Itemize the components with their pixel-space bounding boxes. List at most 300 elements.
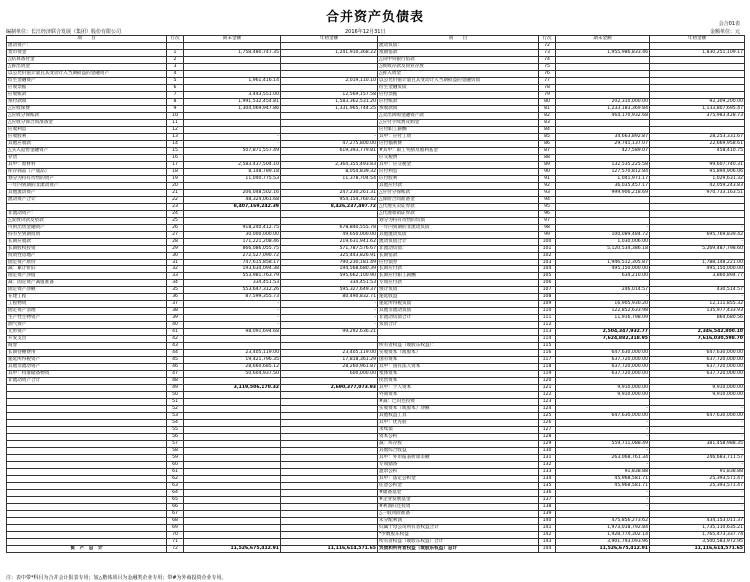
left-line-no: 21: [167, 189, 184, 196]
left-item: 非流动资产：: [7, 210, 167, 217]
right-item: 未分配利润: [378, 517, 539, 524]
right-end-amount: 29,741,137.07: [556, 140, 650, 147]
right-end-amount: 1,955,986,833.46: [556, 49, 650, 56]
left-item: 其他流动资产: [7, 189, 167, 196]
left-item: 无形资产: [7, 329, 167, 336]
left-begin-amount: [281, 378, 378, 385]
right-end-amount: 7,624,882,318.95: [556, 336, 650, 343]
table-row: [7, 105, 745, 112]
left-begin-amount: -: [281, 315, 378, 322]
left-line-no: 52: [167, 406, 184, 413]
left-item: 长期待摊费用: [7, 350, 167, 357]
right-end-amount: 427,589.07: [556, 147, 650, 154]
right-end-amount: -: [556, 224, 650, 231]
right-item: 长期应付款: [378, 266, 539, 273]
right-item: △一般风险准备: [378, 510, 539, 517]
left-end-amount: 11,526,675,412.91: [184, 545, 281, 552]
left-end-amount: 206,048,502.16: [184, 189, 281, 196]
right-item: 民营资本: [378, 378, 539, 385]
right-end-amount: 16,905,930.20: [556, 301, 650, 308]
left-line-no: 32: [167, 266, 184, 273]
left-end-amount: 334,451.53: [184, 280, 281, 287]
left-end-amount: [184, 427, 281, 434]
left-end-amount: 272,527,090.72: [184, 252, 281, 259]
left-begin-amount: 954,154,760.42: [281, 196, 378, 203]
right-begin-amount: 381,458,988.35: [650, 441, 745, 448]
right-item: #减：已归还投资: [378, 399, 539, 406]
left-begin-amount: -: [281, 322, 378, 329]
left-item: △应收分保账款: [7, 112, 167, 119]
right-line-no: 114: [539, 336, 556, 343]
right-begin-amount: 246,683,711.57: [650, 455, 745, 462]
header-left-item: 项 目: [7, 36, 167, 43]
right-item: 衍生金融负债: [378, 84, 539, 91]
left-item: [7, 420, 167, 427]
left-item: [7, 434, 167, 441]
left-end-amount: 11,040,775.53: [184, 175, 281, 182]
table-row: [7, 420, 745, 427]
left-end-amount: [184, 469, 281, 476]
right-item: 应付利息: [378, 168, 539, 175]
left-end-amount: [184, 476, 281, 483]
left-line-no: 4: [167, 70, 184, 77]
table-row: [7, 364, 745, 371]
left-begin-amount: [281, 84, 378, 91]
left-end-amount: 30,000,000.00: [184, 231, 281, 238]
left-item: [7, 483, 167, 490]
right-line-no: 130: [539, 448, 556, 455]
right-begin-amount: 647,630,000.00: [650, 413, 745, 420]
right-end-amount: 11,526,675,412.91: [556, 545, 650, 552]
right-end-amount: [556, 84, 650, 91]
table-row: [7, 161, 745, 168]
table-row: [7, 301, 745, 308]
right-begin-amount: [650, 119, 745, 126]
left-line-no: 59: [167, 455, 184, 462]
left-line-no: 24: [167, 210, 184, 217]
right-item: △向中央银行借款: [378, 56, 539, 63]
left-line-no: 14: [167, 140, 184, 147]
left-line-no: 20: [167, 182, 184, 189]
left-line-no: 23: [167, 203, 184, 210]
left-line-no: 12: [167, 126, 184, 133]
left-begin-amount: [281, 420, 378, 427]
table-row: [7, 42, 745, 49]
left-item: 固定资产清理: [7, 308, 167, 315]
right-line-no: 95: [539, 203, 556, 210]
left-end-amount: [184, 84, 281, 91]
left-line-no: 50: [167, 392, 184, 399]
table-row: [7, 196, 745, 203]
left-item: [7, 441, 167, 448]
left-begin-amount: 1,331,965,744.25: [281, 105, 378, 112]
left-begin-amount: 11,116,614,571.65: [281, 545, 378, 552]
left-begin-amount: [281, 476, 378, 483]
right-line-no: 75: [539, 63, 556, 70]
right-item: 永续债: [378, 427, 539, 434]
left-line-no: 30: [167, 252, 184, 259]
right-begin-amount: [650, 510, 745, 517]
right-end-amount: -: [556, 434, 650, 441]
left-end-amount: 1,961,416.14: [184, 77, 281, 84]
right-begin-amount: 1,788,148,221.00: [650, 259, 745, 266]
right-line-no: 109: [539, 301, 556, 308]
left-item: 库存商品（产成品）: [7, 168, 167, 175]
right-line-no: 135: [539, 483, 556, 490]
left-begin-amount: [281, 434, 378, 441]
header-right-item: 项 目: [378, 36, 539, 43]
table-row: [7, 112, 745, 119]
left-begin-amount: [281, 392, 378, 399]
left-end-amount: 918,240,412.75: [184, 224, 281, 231]
right-begin-amount: 135,977,433.93: [650, 308, 745, 315]
right-item: 负债和所有者权益（或股东权益）总计: [378, 545, 539, 552]
left-line-no: 49: [167, 385, 184, 392]
right-end-amount: [556, 343, 650, 350]
left-line-no: 38: [167, 308, 184, 315]
right-end-amount: 559,711,088.49: [556, 441, 650, 448]
left-end-amount: [184, 399, 281, 406]
left-item: 一年内到期的非流动资产: [7, 182, 167, 189]
left-begin-amount: [281, 56, 378, 63]
right-begin-amount: -: [650, 238, 745, 245]
left-item: 开发支出: [7, 336, 167, 343]
right-begin-amount: 1,830,251,109.17: [650, 49, 745, 56]
left-begin-amount: 595,327,649.37: [281, 287, 378, 294]
left-end-amount: 98,091,694.68: [184, 329, 281, 336]
left-begin-amount: [281, 210, 378, 217]
right-line-no: 102: [539, 252, 556, 259]
left-end-amount: [184, 503, 281, 510]
company-name: 编制单位：长江经济联合发展（集团）股份有限公司: [6, 29, 122, 35]
left-item: [7, 385, 167, 392]
table-row: [7, 455, 745, 462]
left-begin-amount: [281, 524, 378, 531]
left-line-no: 57: [167, 441, 184, 448]
right-end-amount: 2,504,347,932.77: [556, 329, 650, 336]
left-end-amount: 1,758,480,747.35: [184, 49, 281, 56]
left-item: 货币资金: [7, 49, 167, 56]
table-row: [7, 427, 745, 434]
left-line-no: 5: [167, 77, 184, 84]
right-line-no: 105: [539, 273, 556, 280]
left-begin-amount: [281, 483, 378, 490]
right-item: 流动负债合计: [378, 238, 539, 245]
left-end-amount: [184, 70, 281, 77]
table-row: [7, 91, 745, 98]
left-begin-amount: [281, 112, 378, 119]
table-row: [7, 503, 745, 510]
left-begin-amount: 790,230,181.49: [281, 259, 378, 266]
left-begin-amount: [281, 336, 378, 343]
right-item: 所有者权益（或股东权益）合计: [378, 538, 539, 545]
right-line-no: 139: [539, 510, 556, 517]
right-line-no: 77: [539, 77, 556, 84]
header-end-amount-right: 期末金额: [556, 36, 650, 43]
left-end-amount: [184, 524, 281, 531]
left-begin-amount: 2,364,355,493.83: [281, 161, 378, 168]
left-begin-amount: 334,451.53: [281, 280, 378, 287]
table-row: [7, 441, 745, 448]
right-line-no: 72: [539, 42, 556, 49]
left-end-amount: 866,086,055.75: [184, 245, 281, 252]
right-begin-amount: 637,720,000.00: [650, 371, 745, 378]
right-line-no: 83: [539, 119, 556, 126]
left-item: 应收票据: [7, 84, 167, 91]
left-begin-amount: [281, 413, 378, 420]
right-item: 其中：外币报表折算差额: [378, 455, 539, 462]
right-line-no: 133: [539, 469, 556, 476]
right-item: 其他权益工具: [378, 413, 539, 420]
left-begin-amount: 595,662,100.90: [281, 273, 378, 280]
left-begin-amount: 28,260,961.87: [281, 364, 378, 371]
footnote: 注：表中带*科目为合并会计报表专用；加△楷体项目为金融类企业专用；带#为外商投资企业专用。: [6, 575, 227, 581]
left-line-no: 27: [167, 231, 184, 238]
right-item: *少数股东权益: [378, 531, 539, 538]
left-end-amount: [184, 210, 281, 217]
right-end-amount: -: [556, 420, 650, 427]
left-begin-amount: 247,230,261.31: [281, 189, 378, 196]
right-item: 预计负债: [378, 287, 539, 294]
right-end-amount: [556, 252, 650, 259]
right-item: △应付分保账款: [378, 189, 539, 196]
right-item: 应付职工薪酬: [378, 126, 539, 133]
left-begin-amount: [281, 531, 378, 538]
left-begin-amount: [281, 503, 378, 510]
right-line-no: 94: [539, 196, 556, 203]
right-begin-amount: [650, 203, 745, 210]
left-line-no: 54: [167, 420, 184, 427]
right-end-amount: [556, 56, 650, 63]
right-begin-amount: 970,733,163.51: [650, 189, 745, 196]
left-line-no: 33: [167, 273, 184, 280]
left-item: 其中：特准储备物资: [7, 371, 167, 378]
left-line-no: 40: [167, 322, 184, 329]
left-item: [7, 524, 167, 531]
left-end-amount: [184, 154, 281, 161]
right-item: 以公允价值计量且其变动计入当期损益的金融负债: [378, 77, 539, 84]
right-end-amount: 3,901,793,093.96: [556, 538, 650, 545]
right-item: 盈余公积: [378, 469, 539, 476]
left-end-amount: [184, 119, 281, 126]
right-line-no: 74: [539, 56, 556, 63]
left-line-no: 42: [167, 336, 184, 343]
right-end-amount: 1,030,006.00: [556, 238, 650, 245]
left-end-amount: -: [184, 315, 281, 322]
left-item: 其他非流动资产: [7, 364, 167, 371]
left-item: △结算备付金: [7, 56, 167, 63]
right-item: [378, 336, 539, 343]
left-begin-amount: 17,818,361.29: [281, 357, 378, 364]
right-item: 其他流动负债: [378, 231, 539, 238]
right-begin-amount: 28,253,331.67: [650, 133, 745, 140]
right-end-amount: 999,906,218.69: [556, 189, 650, 196]
left-line-no: 26: [167, 224, 184, 231]
right-line-no: 116: [539, 350, 556, 357]
currency-unit: 金额单位：元: [709, 29, 740, 35]
left-end-amount: -: [184, 140, 281, 147]
right-line-no: 121: [539, 385, 556, 392]
left-end-amount: 193,634,094.38: [184, 266, 281, 273]
table-row: [7, 538, 745, 545]
table-row: [7, 322, 745, 329]
right-item: 一年内到期的非流动负债: [378, 224, 539, 231]
right-end-amount: -: [556, 427, 650, 434]
right-item: #利润归还投资: [378, 503, 539, 510]
left-end-amount: [184, 510, 281, 517]
right-end-amount: 647,630,000.00: [556, 350, 650, 357]
right-line-no: 122: [539, 392, 556, 399]
right-line-no: 78: [539, 84, 556, 91]
table-row: [7, 119, 745, 126]
table-row: [7, 259, 745, 266]
table-row: [7, 77, 745, 84]
left-item: [7, 489, 167, 496]
right-begin-amount: [650, 252, 745, 259]
left-begin-amount: 194,568,680.39: [281, 266, 378, 273]
right-begin-amount: 42,059,243.83: [650, 182, 745, 189]
right-begin-amount: 647,630,000.00: [650, 350, 745, 357]
header-line-no-right: 行次: [539, 36, 556, 43]
table-row: [7, 336, 745, 343]
table-row: [7, 203, 745, 210]
left-end-amount: [184, 406, 281, 413]
left-end-amount: [184, 217, 281, 224]
right-line-no: 115: [539, 343, 556, 350]
right-begin-amount: 637,720,000.00: [650, 357, 745, 364]
right-begin-amount: 695,769,839.42: [650, 231, 745, 238]
table-row: [7, 84, 745, 91]
right-item: 专项储备: [378, 462, 539, 469]
left-item: [7, 399, 167, 406]
right-item: 外商资本: [378, 392, 539, 399]
table-row: [7, 371, 745, 378]
right-item: △应付手续费及佣金: [378, 119, 539, 126]
left-line-no: 29: [167, 245, 184, 252]
right-item: #企业发展基金: [378, 496, 539, 503]
left-end-amount: 87,599,355.73: [184, 294, 281, 301]
left-line-no: 53: [167, 413, 184, 420]
right-item: 集体资本: [378, 371, 539, 378]
right-end-amount: 9,910,000.00: [556, 392, 650, 399]
left-begin-amount: 23,405,119.00: [281, 350, 378, 357]
right-item: 其他综合收益: [378, 448, 539, 455]
left-item: 以公允价值计量且其变动计入当期损益的金融资产: [7, 70, 167, 77]
left-line-no: 41: [167, 329, 184, 336]
right-begin-amount: 99,607,740.31: [650, 161, 745, 168]
left-item: [7, 448, 167, 455]
table-row: [7, 385, 745, 392]
right-line-no: 104: [539, 266, 556, 273]
left-line-no: 55: [167, 427, 184, 434]
right-end-amount: 45,968,581.71: [556, 476, 650, 483]
left-line-no: 35: [167, 287, 184, 294]
left-end-amount: 747,615,858.17: [184, 259, 281, 266]
left-item: 商誉: [7, 343, 167, 350]
right-item: 非流动负债：: [378, 245, 539, 252]
right-item: △代理买卖证券款: [378, 203, 539, 210]
left-begin-amount: [281, 42, 378, 49]
left-begin-amount: 325,443,826.91: [281, 252, 378, 259]
left-line-no: 56: [167, 434, 184, 441]
right-begin-amount: -: [650, 294, 745, 301]
table-row: [7, 545, 745, 552]
left-begin-amount: -: [281, 301, 378, 308]
right-line-no: 88: [539, 154, 556, 161]
left-end-amount: 553,647,312.26: [184, 287, 281, 294]
left-begin-amount: 1,583,362,531.20: [281, 98, 378, 105]
left-item: [7, 413, 167, 420]
right-item: [378, 329, 539, 336]
form-number: 会合01表: [718, 21, 740, 27]
right-begin-amount: [650, 84, 745, 91]
left-line-no: 58: [167, 448, 184, 455]
right-line-no: 96: [539, 210, 556, 217]
right-item: 应付账款: [378, 98, 539, 105]
right-begin-amount: [650, 322, 745, 329]
right-item: 递延收益: [378, 294, 539, 301]
right-item: △吸收存款及同业存放: [378, 63, 539, 70]
left-line-no: 11: [167, 119, 184, 126]
table-row: [7, 63, 745, 70]
right-begin-amount: 5,269,487,798.60: [650, 245, 745, 252]
right-end-amount: -: [556, 294, 650, 301]
left-end-amount: [184, 531, 281, 538]
left-end-amount: [184, 56, 281, 63]
left-end-amount: [184, 489, 281, 496]
left-begin-amount: -: [281, 133, 378, 140]
table-row: [7, 329, 745, 336]
right-item: 其中：国有法人资本: [378, 364, 539, 371]
right-end-amount: 91,838.88: [556, 469, 650, 476]
left-end-amount: 8,148,789.18: [184, 168, 281, 175]
right-line-no: 86: [539, 140, 556, 147]
table-row: [7, 343, 745, 350]
right-line-no: 120: [539, 378, 556, 385]
left-item: [7, 476, 167, 483]
left-item: [7, 427, 167, 434]
table-row: [7, 147, 745, 154]
table-row: [7, 476, 745, 483]
left-item: [7, 538, 167, 545]
table-row: [7, 168, 745, 175]
header-end-amount: 期末金额: [184, 36, 281, 43]
report-title: 合并资产负债表: [325, 10, 424, 25]
right-end-amount: 5,120,534,386.18: [556, 245, 650, 252]
right-begin-amount: [650, 91, 745, 98]
left-begin-amount: 2,690,377,073.93: [281, 385, 378, 392]
table-row: [7, 266, 745, 273]
right-end-amount: 634,210.00: [556, 273, 650, 280]
table-row: [7, 175, 745, 182]
right-end-amount: [556, 91, 650, 98]
table-row: [7, 469, 745, 476]
right-line-no: 101: [539, 245, 556, 252]
left-begin-amount: 619,393,779.81: [281, 147, 378, 154]
left-line-no: 44: [167, 350, 184, 357]
left-end-amount: [184, 517, 281, 524]
left-end-amount: 23,405,119.00: [184, 350, 281, 357]
left-end-amount: [184, 413, 281, 420]
left-item: [7, 406, 167, 413]
right-end-amount: [556, 510, 650, 517]
left-line-no: 62: [167, 476, 184, 483]
left-end-amount: 3,443,551.00: [184, 91, 281, 98]
left-line-no: 48: [167, 378, 184, 385]
left-begin-amount: -: [281, 308, 378, 315]
left-item: △拆出资金: [7, 63, 167, 70]
right-line-no: 91: [539, 175, 556, 182]
